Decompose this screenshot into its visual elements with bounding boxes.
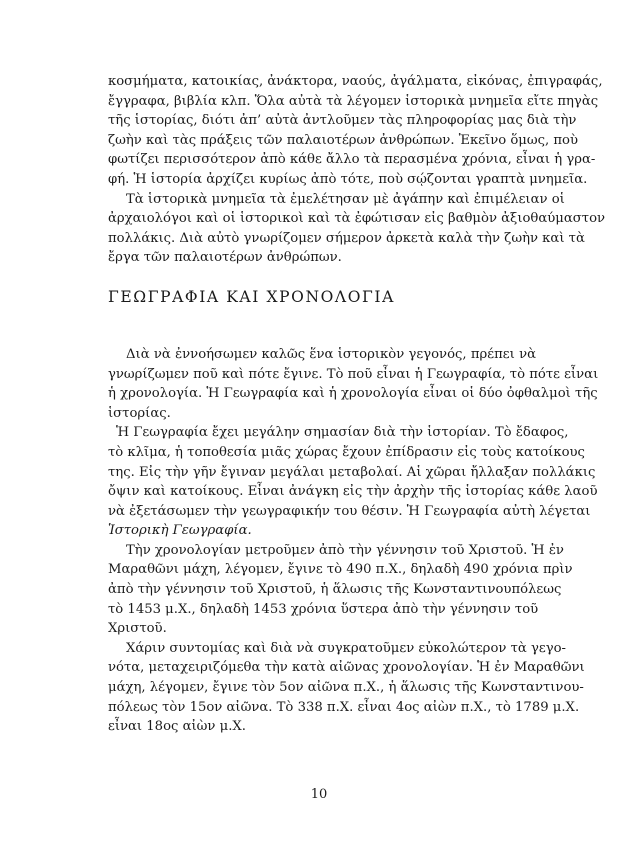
text-line: πόλεως τὸν 15ον αἰῶνα. Τὸ 338 π.Χ. εἶναι 4ος αἰὼν π.Χ., τὸ 1789 μ.Χ.: [108, 699, 580, 715]
text-line: φωτίζει περισσότερον ἀπὸ κάθε ἄλλο τὰ περασμένα χρόνια, εἶναι ἡ γρα-: [108, 152, 596, 168]
text-line: τῆς ἱστορίας, διότι ἀπ’ αὐτὰ ἀντλοῦμεν τὰς πληροφορίας μας διὰ τὴν: [108, 113, 577, 129]
text-line: νότα, μεταχειριζόμεθα τὴν κατὰ αἰῶνας χρονολογίαν. Ἡ ἐν Μαραθῶνι: [108, 660, 585, 676]
text-line: ἀρχαιολόγοι καὶ οἱ ἱστορικοὶ καὶ τὰ ἐφώτισαν εἰς βαθμὸν ἀξιοθαύμαστον: [108, 211, 606, 227]
text-line: τὸ 1453 μ.Χ., δηλαδὴ 1453 χρόνια ὕστερα ἀπὸ τὴν γέννησιν τοῦ: [108, 601, 539, 617]
page-number: 10: [310, 787, 328, 802]
section-heading: ΓΕΩΓΡΑΦΙΑ ΚΑΙ ΧΡΟΝΟΛΟΓΙΑ: [108, 288, 395, 306]
text-line: Χριστοῦ.: [108, 621, 167, 637]
paragraph-monuments: [108, 72, 603, 190]
text-line: ἱστορίας.: [108, 405, 171, 421]
text-line: ὄψιν καὶ κατοίκους. Εἶναι ἀνάγκη εἰς τὴν ἀρχὴν τῆς ἱστορίας κάθε λαοῦ: [108, 484, 598, 500]
text-line: ἔγγραφα, βιβλία κλπ. Ὅλα αὐτὰ τὰ λέγομεν ἱστορικὰ μνημεῖα εἴτε πηγὰς: [108, 93, 599, 109]
text-line: της. Εἰς τὴν γῆν ἔγιναν μεγάλαι μεταβολαί. Αἱ χῶραι ἤλλαξαν πολλάκις: [108, 464, 596, 480]
text-line: ἔργα τῶν παλαιοτέρων ἀνθρώπων.: [108, 250, 342, 266]
text-line: Χάριν συντομίας καὶ διὰ νὰ συγκρατοῦμεν εὐκολώτερον τὰ γεγο-: [126, 640, 566, 656]
text-line: εἶναι 18ος αἰὼν μ.Χ.: [108, 719, 246, 735]
text-line: Ἡ Γεωγραφία ἔχει μεγάλην σημασίαν διὰ τὴν ἱστορίαν. Τὸ ἔδαφος,: [116, 425, 569, 441]
text-line: φή. Ἡ ἱστορία ἀρχίζει κυρίως ἀπὸ τότε, ποὺ σῴζονται γραπτὰ μνημεῖα.: [108, 171, 588, 187]
text-line: πολλάκις. Διὰ αὐτὸ γνωρίζομεν σήμερον ἀρκετὰ καλὰ τὴν ζωὴν καὶ τὰ: [108, 230, 585, 246]
text-line: Διὰ νὰ ἐννοήσωμεν καλῶς ἕνα ἱστορικὸν γεγονός, πρέπει νὰ: [126, 347, 536, 362]
paragraph-where-when: [108, 345, 599, 423]
paragraph-geography: [108, 423, 598, 541]
text-line: ζωὴν καὶ τὰς πράξεις τῶν παλαιοτέρων ἀνθρώπων. Ἐκεῖνο ὅμως, ποὺ: [108, 132, 579, 148]
text-line: τὸ κλῖμα, ἡ τοποθεσία μιᾶς χώρας ἔχουν ἐπίδρασιν εἰς τοὺς κατοίκους: [108, 444, 585, 460]
text-line: Μαραθῶνι μάχη, λέγομεν, ἔγινε τὸ 490 π.Χ., δηλαδὴ 490 χρόνια πρὶν: [108, 562, 573, 578]
text-line: Ἱστορικὴ Γεωγραφία.: [108, 523, 252, 539]
paragraph-archaeologists: [108, 190, 606, 268]
text-line: κοσμήματα, κατοικίας, ἀνάκτορα, ναούς, ἀγάλματα, εἰκόνας, ἐπιγραφάς,: [108, 74, 603, 89]
paragraph-centuries: [108, 639, 585, 737]
text-line: ἀπὸ τὴν γέννησιν τοῦ Χριστοῦ, ἡ ἅλωσις τῆς Κωνσταντινουπόλεως: [108, 582, 562, 598]
text-line: νὰ ἐξετάσωμεν τὴν γεωγραφικήν του θέσιν. Ἡ Γεωγραφία αὐτὴ λέγεται: [108, 503, 591, 519]
text-line: ἡ χρονολογία. Ἡ Γεωγραφία καὶ ἡ χρονολογία εἶναι οἱ δύο ὀφθαλμοὶ τῆς: [108, 386, 598, 402]
text-line: μάχη, λέγομεν, ἔγινε τὸν 5ον αἰῶνα π.Χ., ἡ ἅλωσις τῆς Κωνσταντινου-: [108, 679, 584, 695]
paragraph-chronology: [108, 541, 573, 639]
text-line: γνωρίζωμεν ποῦ καὶ πότε ἔγινε. Τὸ ποῦ εἶναι ἡ Γεωγραφία, τὸ πότε εἶναι: [108, 366, 599, 382]
text-line: Τὴν χρονολογίαν μετροῦμεν ἀπὸ τὴν γέννησιν τοῦ Χριστοῦ. Ἡ ἐν: [126, 542, 564, 558]
text-line: Τὰ ἱστορικὰ μνημεῖα τὰ ἐμελέτησαν μὲ ἀγάπην καὶ ἐπιμέλειαν οἱ: [126, 191, 565, 207]
